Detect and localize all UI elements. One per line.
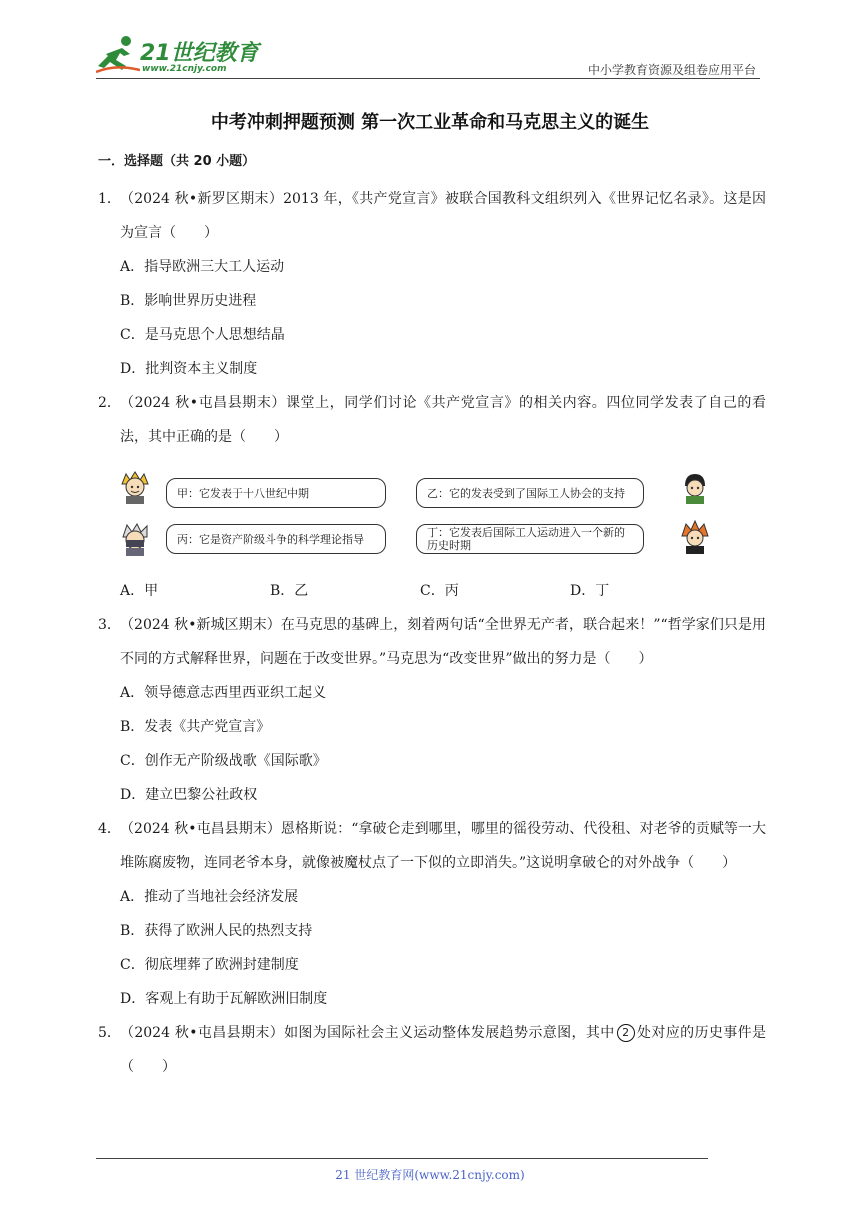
question-text: （2024 秋•屯昌县期末）恩格斯说：“拿破仑走到哪里，哪里的徭役劳动、代役租、对老爷的贡赋等一大堆陈腐废物，连同老爷本身，就像被魔杖点了一下似的立即消失。”这说明拿破仑的对外战争（ ） [120, 821, 766, 871]
options-row [98, 574, 766, 608]
option-a[interactable]: A．领导德意志西里西亚织工起义 [120, 685, 327, 701]
option-b[interactable]: B．发表《共产党宣言》 [120, 719, 271, 735]
question-text-part-2: 处对应的历史事件是（ ） [120, 1025, 766, 1075]
site-logo[interactable] [96, 34, 266, 78]
page-footer[interactable]: 21 世纪教育网(www.21cnjy.com) [335, 1168, 525, 1182]
option-d[interactable]: D．建立巴黎公社政权 [120, 787, 258, 803]
question-stem [98, 182, 766, 250]
option-c[interactable]: C．丙 [420, 583, 459, 599]
option-b[interactable]: B．获得了欧洲人民的热烈支持 [120, 923, 313, 939]
page-title: 中考冲刺押题预测 第一次工业革命和马克思主义的诞生 [210, 112, 650, 133]
question-5 [98, 1016, 766, 1084]
student-ding-avatar-icon [678, 520, 712, 554]
question-stem [98, 386, 766, 454]
option-c[interactable]: C．彻底埋葬了欧洲封建制度 [120, 957, 299, 973]
question-text: （2024 秋•新罗区期末）2013 年，《共产党宣言》被联合国教科文组织列入《世界记忆名录》。这是因为宣言（ ） [120, 191, 766, 241]
platform-name: 中小学教育资源及组卷应用平台 [587, 63, 756, 77]
question-stem [98, 812, 766, 880]
discussion-figure [118, 464, 728, 574]
header-divider [96, 78, 760, 79]
bubble-jia: 甲：它发表于十八世纪中期 [166, 478, 386, 508]
student-jia-avatar-icon [118, 470, 152, 504]
question-2 [98, 386, 766, 608]
question-number: 5． [98, 1025, 121, 1041]
option-b[interactable]: B．影响世界历史进程 [120, 293, 257, 309]
page-header [96, 34, 760, 78]
question-4 [98, 812, 766, 1016]
question-stem [98, 1016, 766, 1084]
question-text-part-1: （2024 秋•屯昌县期末）如图为国际社会主义运动整体发展趋势示意图，其中 [120, 1025, 615, 1041]
question-1 [98, 182, 766, 386]
section-heading: 一．选择题（共 20 小题） [98, 154, 256, 169]
option-d[interactable]: D．客观上有助于瓦解欧洲旧制度 [120, 991, 328, 1007]
question-text: （2024 秋•屯昌县期末）课堂上，同学们讨论《共产党宣言》的相关内容。四位同学发表了自己的看法，其中正确的是（ ） [120, 395, 766, 445]
option-c[interactable]: C．创作无产阶级战歌《国际歌》 [120, 753, 327, 769]
option-b[interactable]: B．乙 [270, 583, 309, 599]
option-a[interactable]: A．指导欧洲三大工人运动 [120, 259, 285, 275]
option-d[interactable]: D．丁 [570, 583, 610, 599]
runner-logo-icon [96, 34, 140, 74]
circled-number: 2 [617, 1024, 635, 1042]
student-bing-avatar-icon [118, 522, 152, 556]
question-number: 2． [98, 395, 121, 411]
option-a[interactable]: A．甲 [120, 583, 159, 599]
option-a[interactable]: A．推动了当地社会经济发展 [120, 889, 299, 905]
question-3 [98, 608, 766, 812]
bubble-ding: 丁：它发表后国际工人运动进入一个新的历史时期 [416, 524, 644, 554]
question-number: 3． [98, 617, 121, 633]
logo-url: www.21cnjy.com [142, 64, 227, 74]
option-c[interactable]: C．是马克思个人思想结晶 [120, 327, 285, 343]
student-yi-avatar-icon [678, 470, 712, 504]
bubble-yi: 乙：它的发表受到了国际工人协会的支持 [416, 478, 644, 508]
question-list [98, 182, 766, 1084]
question-number: 1． [98, 191, 121, 207]
question-text: （2024 秋•新城区期末）在马克思的基碑上，刻着两句话“全世界无产者，联合起来！”“哲学家们只是用不同的方式解释世界，问题在于改变世界。”马克思为“改变世界”做出的努力是（ ） [120, 617, 766, 667]
footer-divider [96, 1158, 708, 1159]
option-d[interactable]: D．批判资本主义制度 [120, 361, 258, 377]
question-number: 4． [98, 821, 121, 837]
logo-text: 21世纪教育 [140, 41, 259, 66]
bubble-bing: 丙：它是资产阶级斗争的科学理论指导 [166, 524, 386, 554]
question-stem [98, 608, 766, 676]
